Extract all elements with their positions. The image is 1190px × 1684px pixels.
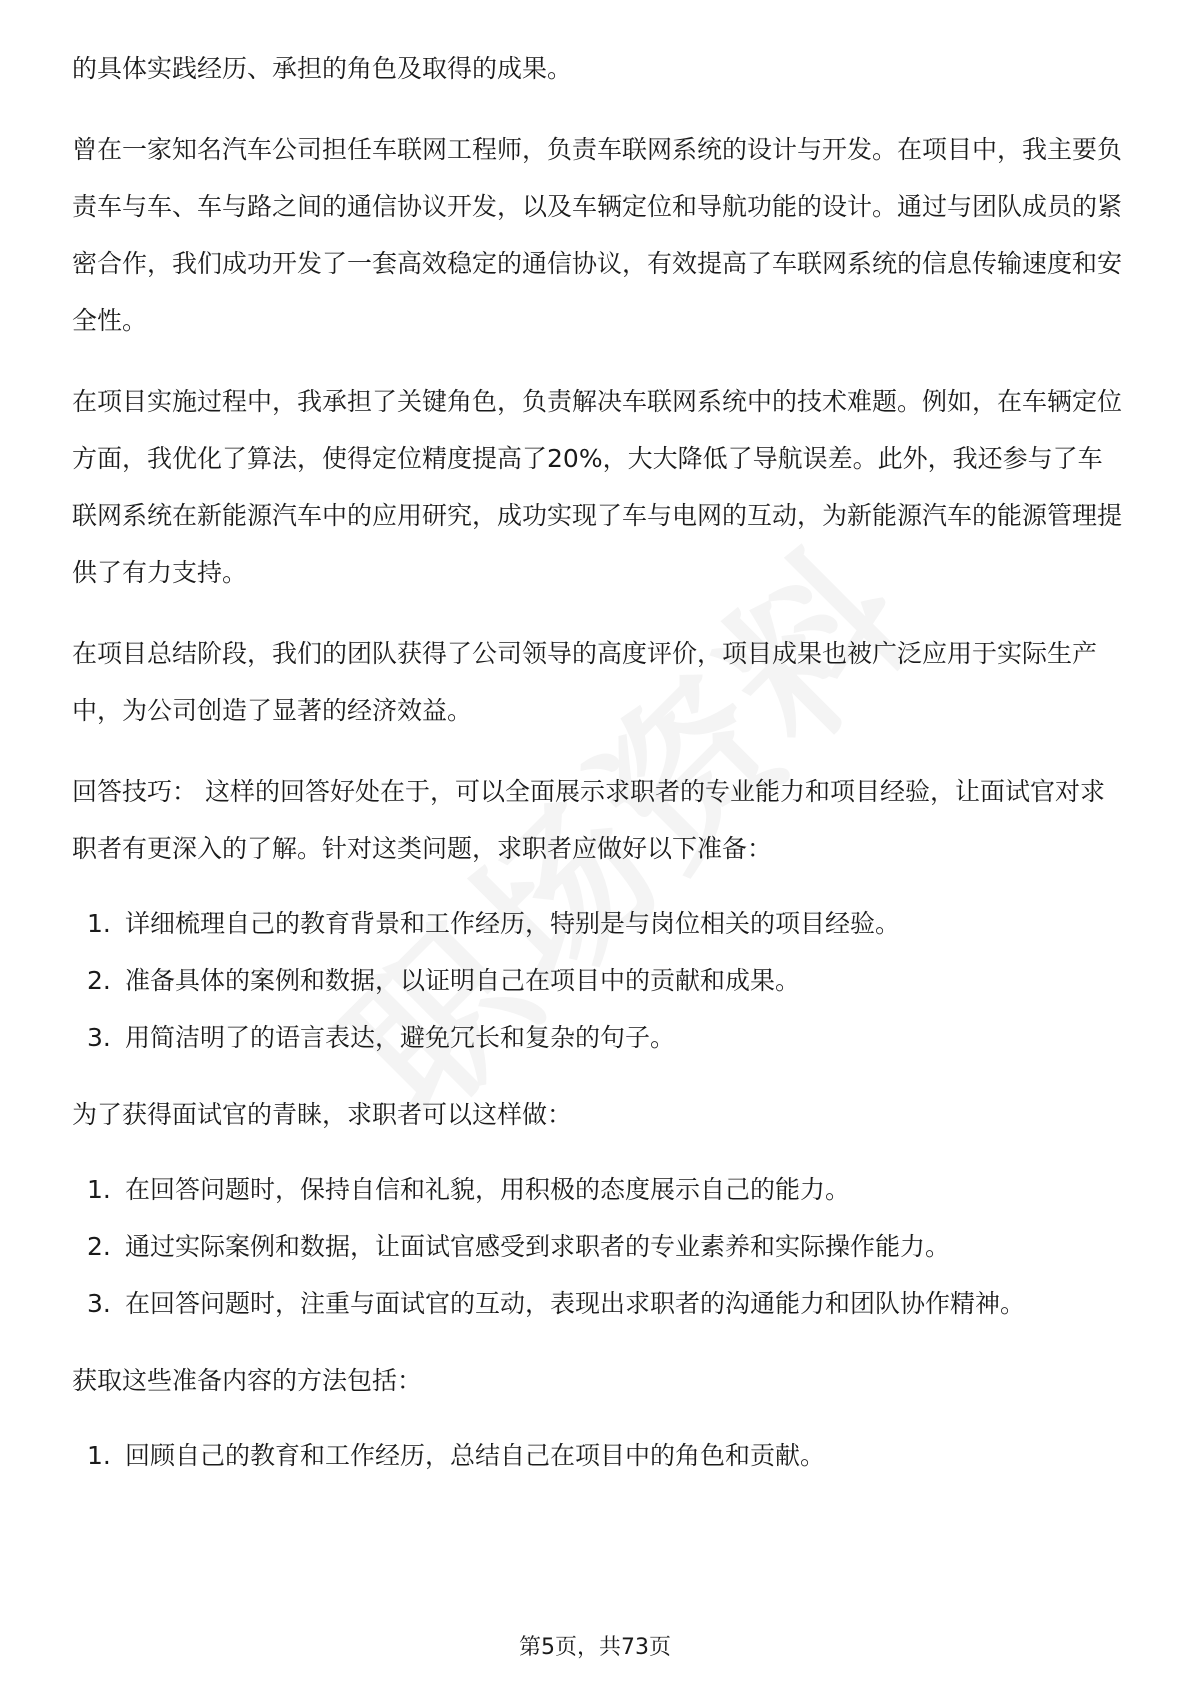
list-item-text: 在回答问题时，保持自信和礼貌，用积极的态度展示自己的能力。: [125, 1175, 851, 1204]
page-content: [72, 40, 1122, 1484]
list-item-text: 通过实际案例和数据，让面试官感受到求职者的专业素养和实际操作能力。: [125, 1232, 951, 1261]
list-item: [72, 895, 1122, 952]
list-number: 1.: [87, 1175, 111, 1204]
list-number: 1.: [87, 909, 111, 938]
list-item: [72, 1009, 1122, 1066]
list-item: [72, 952, 1122, 1009]
list-item-text: 回顾自己的教育和工作经历，总结自己在项目中的角色和贡献。: [125, 1441, 826, 1470]
list-item: [72, 1275, 1122, 1332]
list-item: [72, 1161, 1122, 1218]
paragraph-experience: 曾在一家知名汽车公司担任车联网工程师，负责车联网系统的设计与开发。在项目中，我主要负责车与车、车与路之间的通信协议开发，以及车辆定位和导航功能的设计。通过与团队成员的紧密合作，我们成功开发了一套高效稳定的通信协议，有效提高了车联网系统的信息传输速度和安全性。: [72, 135, 1123, 335]
methods-list: [72, 1427, 1122, 1484]
list-number: 2.: [87, 966, 111, 995]
paragraph-answer-tips: 回答技巧： 这样的回答好处在于，可以全面展示求职者的专业能力和项目经验，让面试官对求职者有更深入的了解。针对这类问题，求职者应做好以下准备：: [72, 777, 1105, 863]
list-item-text: 详细梳理自己的教育背景和工作经历，特别是与岗位相关的项目经验。: [125, 909, 901, 938]
list-number: 3.: [87, 1289, 111, 1318]
paragraph-intro-continuation: 的具体实践经历、承担的角色及取得的成果。: [72, 54, 573, 83]
list-item: [72, 1218, 1122, 1275]
list-item-text: 准备具体的案例和数据，以证明自己在项目中的贡献和成果。: [125, 966, 801, 995]
list-item-text: 在回答问题时，注重与面试官的互动，表现出求职者的沟通能力和团队协作精神。: [125, 1289, 1026, 1318]
preparation-list: [72, 895, 1122, 1066]
paragraph-impress: 为了获得面试官的青睐，求职者可以这样做：: [72, 1100, 573, 1129]
list-number: 2.: [87, 1232, 111, 1261]
list-number: 1.: [87, 1441, 111, 1470]
paragraph-methods: 获取这些准备内容的方法包括：: [72, 1366, 423, 1395]
paragraph-role: 在项目实施过程中，我承担了关键角色，负责解决车联网系统中的技术难题。例如，在车辆定位方面，我优化了算法，使得定位精度提高了20%，大大降低了导航误差。此外，我还参与了车联网系统在新能源汽车中的应用研究，成功实现了车与电网的互动，为新能源汽车的能源管理提供了有力支持。: [72, 387, 1123, 587]
paragraph-summary: 在项目总结阶段，我们的团队获得了公司领导的高度评价，项目成果也被广泛应用于实际生产中，为公司创造了显著的经济效益。: [72, 639, 1098, 725]
list-number: 3.: [87, 1023, 111, 1052]
list-item-text: 用简洁明了的语言表达，避免冗长和复杂的句子。: [125, 1023, 676, 1052]
page-number-footer: 第5页，共73页: [519, 1635, 671, 1660]
impress-list: [72, 1161, 1122, 1332]
list-item: [72, 1427, 1122, 1484]
